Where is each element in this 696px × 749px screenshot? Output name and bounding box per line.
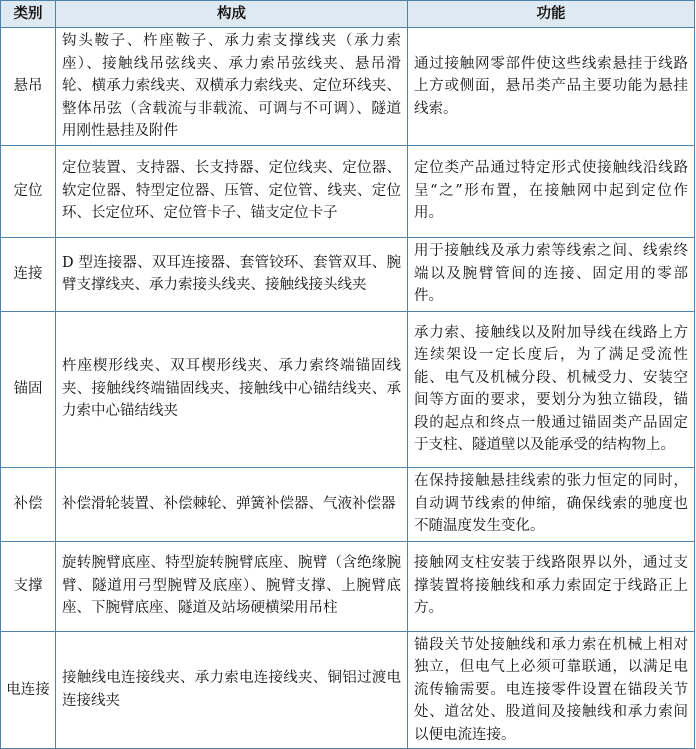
row-category: 支撑 [1,541,56,631]
row-function: 在保持接触悬挂线索的张力恒定的同时，自动调节线索的伸缩，确保线索的驰度也不随温度发生变化。 [408,467,695,541]
row-function: 通过接触网零部件使这些线索悬挂于线路上方或侧面，悬吊类产品主要功能为悬挂线索。 [408,28,695,146]
header-function: 功能 [408,1,695,28]
row-composition: 杵座楔形线夹、双耳楔形线夹、承力索终端锚固线夹、接触线终端锚固线夹、接触线中心锚结线夹、承力索中心锚结线夹 [56,311,408,467]
row-category: 电连接 [1,631,56,749]
row-composition: 定位装置、支持器、长支持器、定位线夹、定位器、软定位器、特型定位器、压管、定位管、线夹、定位环、长定位环、定位管卡子、锚支定位卡子 [56,145,408,237]
table-row [1,237,695,311]
row-composition: D 型连接器、双耳连接器、套管铰环、套管双耳、腕臂支撑线夹、承力索接头线夹、接触线接头线夹 [56,237,408,311]
row-category: 悬吊 [1,28,56,146]
table-row [1,467,695,541]
header-composition: 构成 [56,1,408,28]
row-function: 接触网支柱安装于线路限界以外，通过支撑装置将接触线和承力索固定于线路正上方。 [408,541,695,631]
table-row [1,311,695,467]
table-row [1,541,695,631]
table-row [1,145,695,237]
header-category: 类别 [1,1,56,28]
row-composition: 补偿滑轮装置、补偿棘轮、弹簧补偿器、气液补偿器 [56,467,408,541]
row-category: 补偿 [1,467,56,541]
row-composition: 钩头鞍子、杵座鞍子、承力索支撑线夹（承力索座）、接触线吊弦线夹、承力索吊弦线夹、悬吊滑轮、横承力索线夹、双横承力索线夹、定位环线夹、整体吊弦（含载流与非载流、可调与不可调）、隧道用刚性悬挂及附件 [56,28,408,146]
row-category: 定位 [1,145,56,237]
table-header-row [1,1,695,28]
table-row [1,28,695,146]
row-function: 锚段关节处接触线和承力索在机械上相对独立，但电气上必须可靠联通，以满足电流传输需要。电连接零件设置在锚段关节处、道岔处、股道间及接触线和承力索间以便电流连接。 [408,631,695,749]
row-category: 连接 [1,237,56,311]
row-function: 定位类产品通过特定形式使接触线沿线路呈“之”形布置，在接触网中起到定位作用。 [408,145,695,237]
row-category: 锚固 [1,311,56,467]
row-function: 用于接触线及承力索等线索之间、线索终端以及腕臂管间的连接、固定用的零部件。 [408,237,695,311]
table-row [1,631,695,749]
row-function: 承力索、接触线以及附加导线在线路上方连续架设一定长度后，为了满足受流性能、电气及机械分段、机械受力、安装空间等方面的要求，要划分为独立锚段，锚段的起点和终点一般通过锚固类产品固定于支柱、隧道壁以及能承受的结构物上。 [408,311,695,467]
row-composition: 旋转腕臂底座、特型旋转腕臂底座、腕臂（含绝缘腕臂、隧道用弓型腕臂及底座）、腕臂支撑、上腕臂底座、下腕臂底座、隧道及站场硬横梁用吊柱 [56,541,408,631]
row-composition: 接触线电连接线夹、承力索电连接线夹、铜铝过渡电连接线夹 [56,631,408,749]
